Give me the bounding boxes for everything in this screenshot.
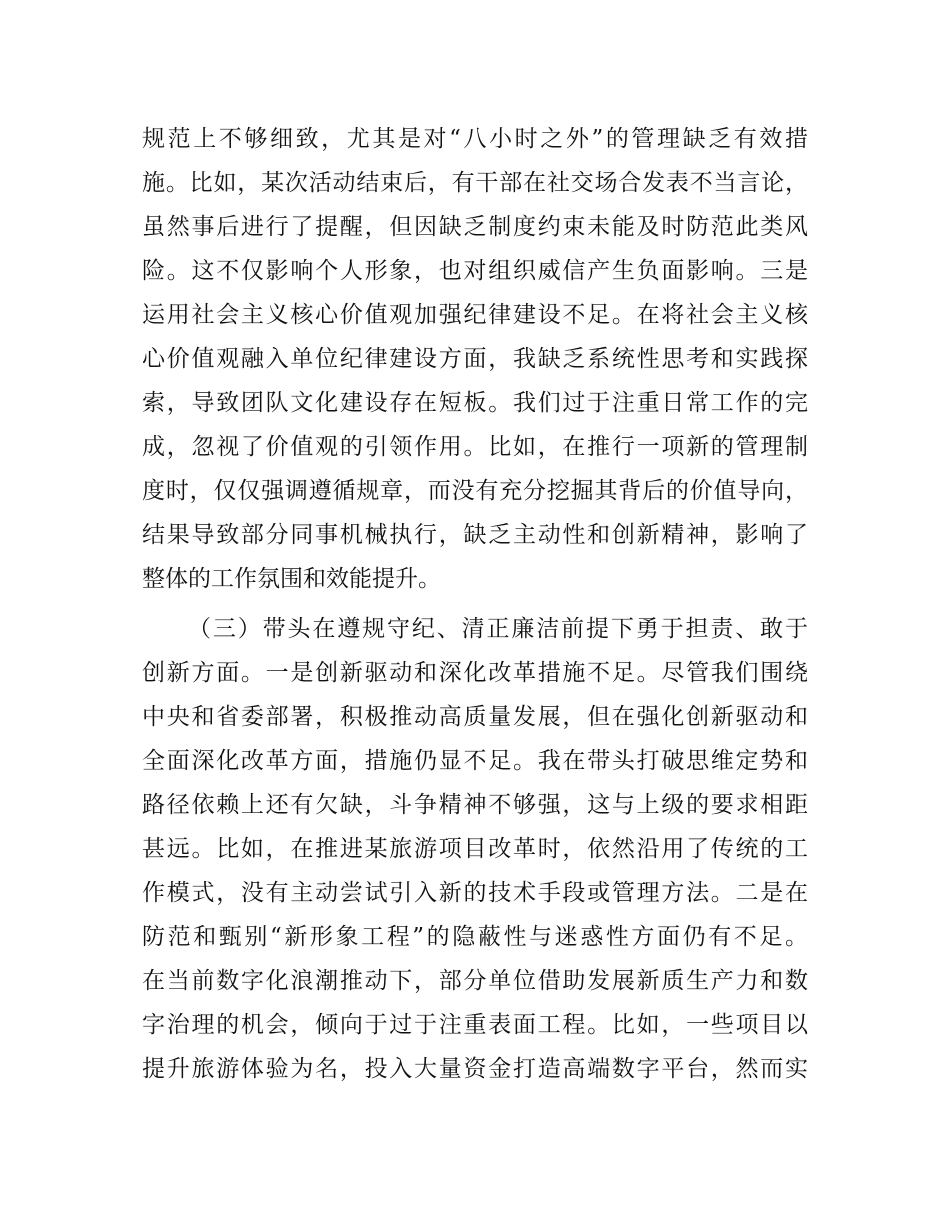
text-line: 作模式，没有主动尝试引入新的技术手段或管理方法。二是在: [142, 880, 808, 906]
text-line: 索，导致团队文化建设存在短板。我们过于注重日常工作的完: [142, 390, 808, 416]
text-line: 整体的工作氛围和效能提升。: [142, 566, 441, 592]
text-line: 险。这不仅影响个人形象，也对组织威信产生负面影响。三是: [142, 258, 808, 284]
text-line: 度时，仅仅强调遵循规章，而没有充分挖掘其背后的价值导向，: [142, 478, 808, 504]
text-line: 甚远。比如，在推进某旅游项目改革时，依然沿用了传统的工: [142, 836, 808, 862]
text-line: 成，忽视了价值观的引领作用。比如，在推行一项新的管理制: [142, 434, 808, 460]
text-line: 路径依赖上还有欠缺，斗争精神不够强，这与上级的要求相距: [142, 792, 808, 818]
text-line: 规范上不够细致，尤其是对“八小时之外”的管理缺乏有效措: [142, 126, 808, 152]
text-line: 在当前数字化浪潮推动下，部分单位借助发展新质生产力和数: [142, 968, 808, 994]
text-line: 结果导致部分同事机械执行，缺乏主动性和创新精神，影响了: [142, 522, 808, 548]
text-line: 心价值观融入单位纪律建设方面，我缺乏系统性思考和实践探: [142, 346, 808, 372]
section-heading-line: （三）带头在遵规守纪、清正廉洁前提下勇于担责、敢于: [188, 616, 808, 642]
text-line: 施。比如，某次活动结束后，有干部在社交场合发表不当言论，: [142, 170, 808, 196]
text-line: 防范和甄别“新形象工程”的隐蔽性与迷惑性方面仍有不足。: [142, 924, 808, 950]
text-line: 运用社会主义核心价值观加强纪律建设不足。在将社会主义核: [142, 302, 808, 328]
text-line: 字治理的机会，倾向于过于注重表面工程。比如，一些项目以: [142, 1012, 808, 1038]
text-line: 中央和省委部署，积极推动高质量发展，但在强化创新驱动和: [142, 704, 808, 730]
text-line: 虽然事后进行了提醒，但因缺乏制度约束未能及时防范此类风: [142, 214, 808, 240]
text-line: 全面深化改革方面，措施仍显不足。我在带头打破思维定势和: [142, 748, 808, 774]
text-line: 创新方面。一是创新驱动和深化改革措施不足。尽管我们围绕: [142, 660, 808, 686]
text-line: 提升旅游体验为名，投入大量资金打造高端数字平台，然而实: [142, 1056, 808, 1082]
